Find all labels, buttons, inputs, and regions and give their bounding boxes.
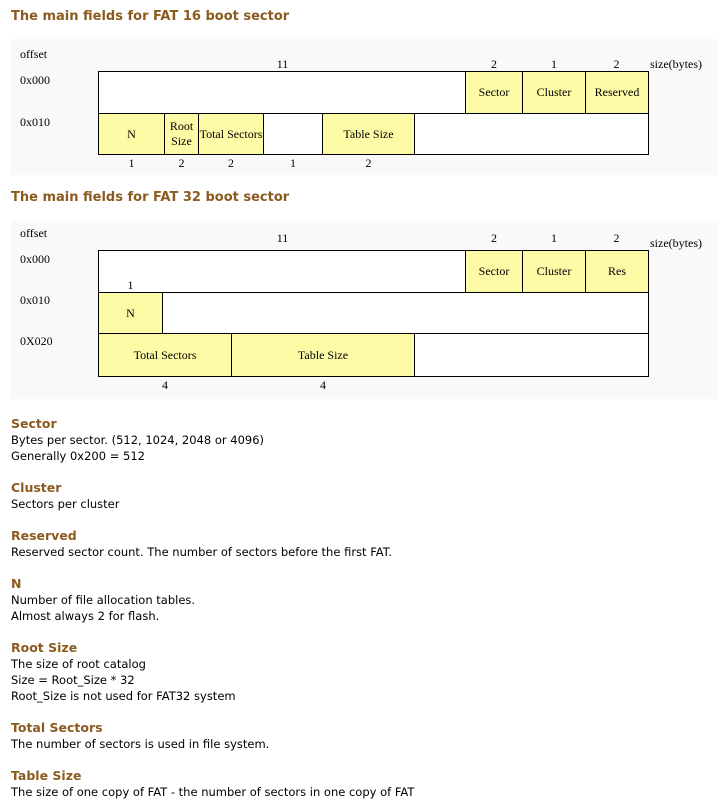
definition-n [11, 576, 711, 624]
definition-title: Sector [11, 416, 57, 431]
definition-line: Almost always 2 for flash. [11, 609, 160, 623]
definition-table-size [11, 768, 711, 800]
fat32-size-total: 4 [162, 378, 168, 392]
fat16-size-label: size(bytes) [650, 57, 702, 71]
fat32-offset-1: 0x010 [20, 293, 50, 307]
definition-line: Size = Root_Size * 32 [11, 673, 135, 687]
fat32-size-table: 4 [320, 378, 326, 392]
fat16-size-table: 2 [365, 156, 372, 170]
fat16-size-total: 2 [228, 156, 234, 170]
fat32-field-row2-rest [414, 333, 649, 377]
fat16-field-table-size: Table Size [322, 113, 415, 155]
fat32-size-11: 11 [276, 231, 289, 245]
fat16-field-unused [263, 113, 323, 155]
fat32-size-res: 2 [613, 231, 620, 245]
definition-title: N [11, 576, 22, 591]
fat16-offset-label: offset [20, 47, 48, 61]
definition-cluster [11, 480, 711, 512]
fat16-field-cluster: Cluster [522, 71, 586, 114]
definition-title: Root Size [11, 640, 78, 655]
fat32-field-row1-rest [162, 292, 649, 334]
definition-title: Total Sectors [11, 720, 103, 735]
definition-line: Reserved sector count. The number of sectors before the first FAT. [11, 545, 393, 559]
fat16-size-cluster: 1 [551, 57, 557, 71]
fat16-field-reserved: Reserved [585, 71, 649, 114]
fat32-size-cluster: 1 [551, 231, 557, 245]
fat16-size-n: 1 [128, 156, 135, 170]
definition-reserved [11, 528, 711, 560]
definition-line: The size of root catalog [11, 657, 146, 671]
definition-title: Table Size [11, 768, 82, 783]
fat32-field-table-size: Table Size [231, 333, 415, 377]
definition-line: Root_Size is not used for FAT32 system [11, 689, 236, 703]
fat16-title: The main fields for FAT 16 boot sector [11, 9, 290, 24]
fat32-size-n: 1 [127, 278, 134, 292]
fat16-size-11: 11 [276, 57, 289, 71]
fat16-field-rest [414, 113, 649, 155]
fat16-offset-1: 0x010 [20, 115, 50, 129]
fat16-field-header [98, 71, 466, 114]
definition-line: The number of sectors is used in file system. [11, 737, 270, 751]
fat32-field-res: Res [585, 250, 649, 293]
fat32-field-cluster: Cluster [522, 250, 586, 293]
definition-title: Reserved [11, 528, 77, 543]
fat16-field-sector: Sector [465, 71, 523, 114]
fat32-offset-2: 0X020 [20, 334, 53, 348]
definition-line: Sectors per cluster [11, 497, 120, 511]
fat32-size-label: size(bytes) [650, 236, 702, 250]
fat32-field-total-sectors: Total Sectors [98, 333, 232, 377]
definition-title: Cluster [11, 480, 62, 495]
fat32-field-n: N [98, 292, 163, 334]
fat16-size-unused: 1 [290, 156, 296, 170]
fat16-field-total-sectors: Total Sectors [198, 113, 264, 155]
fat16-size-root: 2 [178, 156, 185, 170]
fat32-offset-label: offset [20, 226, 48, 240]
fat16-field-root-size: Root Size [164, 113, 199, 155]
fat16-size-sector: 2 [491, 57, 497, 71]
fat32-title: The main fields for FAT 32 boot sector [11, 190, 290, 205]
fat32-size-sector: 2 [491, 231, 497, 245]
definition-line: The size of one copy of FAT - the number of sectors in one copy of FAT [11, 785, 415, 799]
definition-line: Number of file allocation tables. [11, 593, 196, 607]
definition-root-size [11, 640, 711, 704]
fat16-offset-0: 0x000 [20, 73, 50, 87]
definition-sector [11, 416, 711, 464]
definition-line: Generally 0x200 = 512 [11, 449, 145, 463]
fat32-offset-0: 0x000 [20, 252, 50, 266]
fat16-size-reserved: 2 [613, 57, 620, 71]
definition-total-sectors [11, 720, 711, 752]
fat16-field-n: N [98, 113, 165, 155]
fat32-field-sector: Sector [465, 250, 523, 293]
definition-line: Bytes per sector. (512, 1024, 2048 or 4096) [11, 433, 265, 447]
